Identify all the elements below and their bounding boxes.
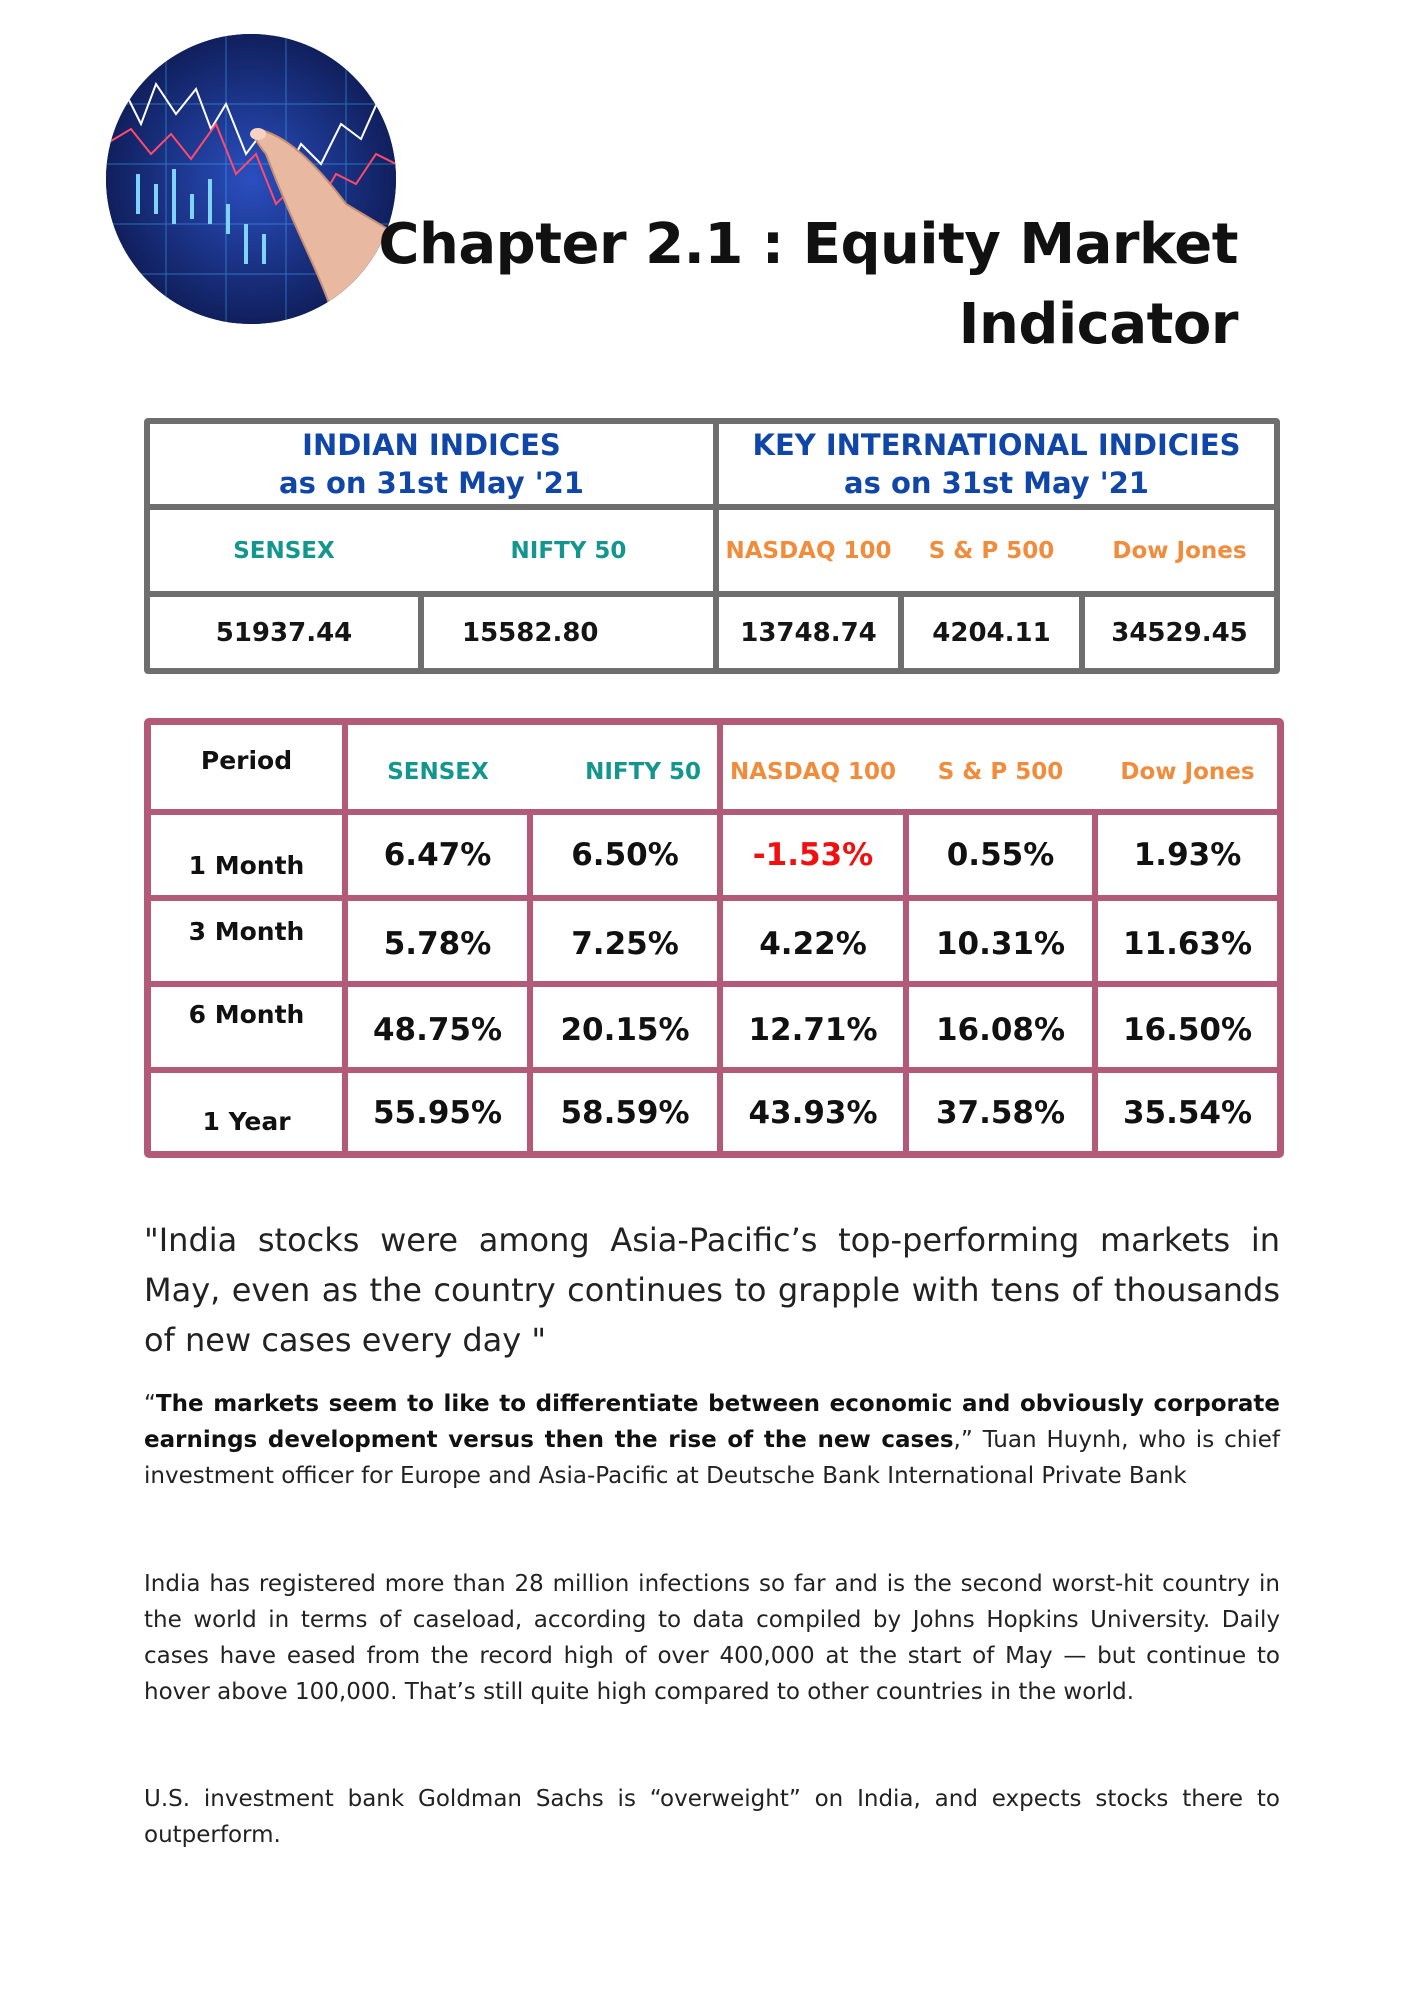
index-name-nifty50: NIFTY 50 [510, 537, 627, 564]
indian-indices-title: INDIAN INDICES [302, 428, 561, 462]
period-6-month: 6 Month [188, 999, 305, 1029]
perf-cell: 6.47% [383, 837, 492, 873]
perf-name-dowjones: Dow Jones [1120, 759, 1255, 785]
index-name-dowjones: Dow Jones [1112, 537, 1247, 564]
index-name-sp500: S & P 500 [928, 537, 1055, 564]
title-line-2: Indicator [958, 292, 1238, 357]
perf-name-sensex: SENSEX [387, 759, 489, 785]
quote-open-mark: “ [144, 1391, 156, 1417]
perf-cell: 16.50% [1122, 1012, 1253, 1048]
period-3-month: 3 Month [188, 916, 305, 946]
performance-table [144, 718, 1284, 1158]
perf-cell: 4.22% [759, 926, 867, 962]
perf-cell: 43.93% [748, 1095, 878, 1131]
quote-attribution: ,” Tuan Huynh, who is chief investment officer for Europe and Asia-Pacific at Deutsche Bank International Private Bank [144, 1427, 1280, 1489]
perf-cell: 55.95% [372, 1095, 503, 1131]
international-indices-date: as on 31st May '21 [844, 466, 1149, 500]
index-value-nifty50: 15582.80 [462, 617, 599, 648]
indices-table [144, 418, 1280, 674]
bold-quote: The markets seem to like to differentiate between economic and obviously corporate earnings development versus then the rise of the new cases [144, 1391, 1280, 1453]
indian-indices-header [150, 424, 713, 504]
index-name-nasdaq100: NASDAQ 100 [725, 537, 892, 564]
page-title [378, 205, 1238, 365]
perf-cell: 0.55% [946, 837, 1055, 873]
international-indices-header [719, 424, 1274, 504]
perf-cell: 35.54% [1122, 1095, 1253, 1131]
period-header: Period [200, 745, 293, 775]
paragraph-infections: India has registered more than 28 million infections so far and is the second worst-hit country in the world in terms of caseload, according to data compiled by Johns Hopkins University. Daily cases have eased from the record high of over 400,000 at the start of May — but continue to hover above 100,000. That’s still quite high compared to other countries in the world. [144, 1571, 1280, 1705]
perf-cell: 12.71% [748, 1012, 878, 1048]
paragraph-huynh-quote [144, 1386, 1280, 1494]
period-1-year: 1 Year [202, 1106, 291, 1136]
perf-cell: 5.78% [383, 926, 492, 962]
index-value-dowjones: 34529.45 [1111, 617, 1248, 648]
perf-cell: 7.25% [571, 926, 679, 962]
perf-cell: 48.75% [372, 1012, 503, 1048]
perf-cell: 20.15% [560, 1012, 690, 1048]
perf-cell: 6.50% [571, 837, 679, 873]
paragraph-goldman: U.S. investment bank Goldman Sachs is “overweight” on India, and expects stocks there to outperform. [144, 1786, 1280, 1848]
perf-name-sp500: S & P 500 [937, 759, 1064, 785]
index-value-sensex: 51937.44 [215, 617, 353, 648]
index-value-sp500: 4204.11 [932, 617, 1051, 648]
title-line-1: Chapter 2.1 : Equity Market [378, 212, 1238, 277]
indian-indices-date: as on 31st May '21 [279, 466, 584, 500]
perf-cell: 37.58% [935, 1095, 1066, 1131]
international-indices-title: KEY INTERNATIONAL INDICIES [752, 428, 1241, 462]
perf-name-nifty50: NIFTY 50 [585, 759, 701, 785]
period-1-month: 1 Month [188, 850, 305, 880]
perf-cell: 58.59% [560, 1095, 690, 1131]
perf-name-nasdaq100: NASDAQ 100 [729, 759, 897, 785]
index-value-nasdaq100: 13748.74 [740, 617, 877, 648]
perf-cell: 1.93% [1133, 837, 1242, 873]
perf-cell-negative: -1.53% [752, 837, 874, 873]
index-name-sensex: SENSEX [233, 537, 335, 564]
perf-cell: 11.63% [1122, 926, 1253, 962]
pull-quote: "India stocks were among Asia-Pacific’s top-performing markets in May, even as the country continues to grapple with tens of thousands of new cases every day " [144, 1221, 1280, 1359]
perf-cell: 10.31% [935, 926, 1066, 962]
stock-chart-finger-image [106, 34, 396, 324]
perf-cell: 16.08% [935, 1012, 1066, 1048]
